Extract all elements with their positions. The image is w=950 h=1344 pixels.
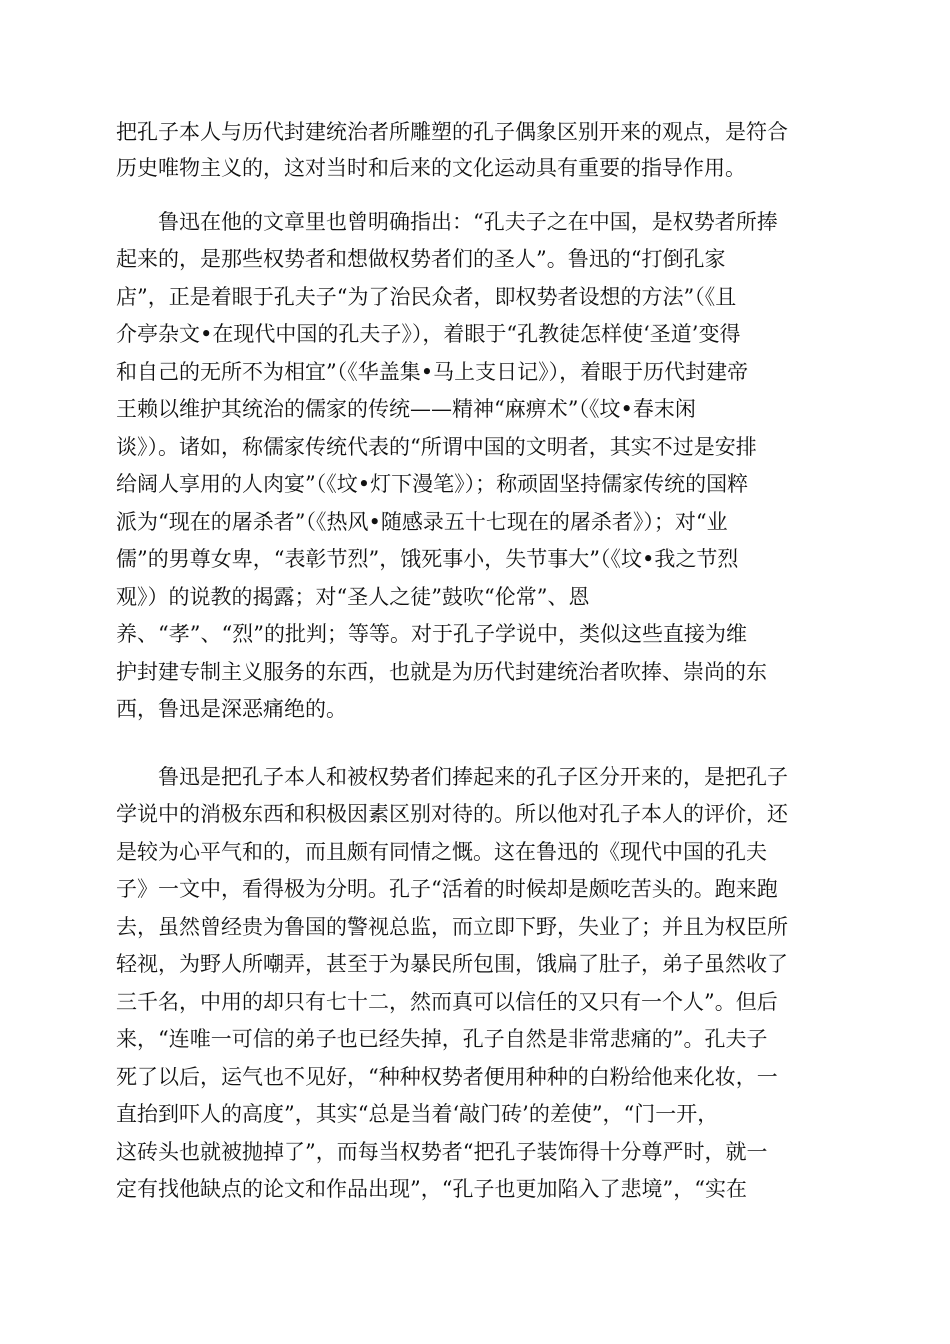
text-line: 这砖头也就被抛掉了”，而每当权势者“把孔子装饰得十分尊严时，就一 <box>116 1140 768 1164</box>
text-line: 来，“连唯一可信的弟子也已经失掉，孔子自然是非常悲痛的”。孔夫子 <box>116 1027 768 1051</box>
text-line: 直抬到吓人的高度”，其实“总是当着‘敲门砖’的差使”，“门一开， <box>116 1102 719 1126</box>
text-line: 鲁迅是把孔子本人和被权势者们捧起来的孔子区分开来的，是把孔子 <box>116 765 788 789</box>
text-line: 起来的，是那些权势者和想做权势者们的圣人”。鲁迅的“打倒孔家 <box>116 247 726 271</box>
text-line: 去，虽然曾经贵为鲁国的警视总监，而立即下野，失业了；并且为权臣所 <box>116 915 788 939</box>
text-line: 学说中的消极东西和积极因素区别对待的。所以他对孔子本人的评价，还 <box>116 802 788 826</box>
text-line: 定有找他缺点的论文和作品出现”，“孔子也更加陷入了悲境”，“实在 <box>116 1177 747 1201</box>
text-line: 历史唯物主义的，这对当时和后来的文化运动具有重要的指导作用。 <box>116 156 746 180</box>
text-line: 轻视，为野人所嘲弄，甚至于为暴民所包围，饿扁了肚子，弟子虽然收了 <box>116 952 788 976</box>
text-line: 把孔子本人与历代封建统治者所雕塑的孔子偶象区别开来的观点，是符合 <box>116 120 788 144</box>
text-line: 养、“孝”、“烈”的批判；等等。对于孔子学说中，类似这些直接为维 <box>116 622 747 646</box>
text-line: 西，鲁迅是深恶痛绝的。 <box>116 697 347 721</box>
text-line: 死了以后，运气也不见好，“种种权势者便用种种的白粉给他来化妆，一 <box>116 1065 778 1089</box>
text-line: 店”，正是着眼于孔夫子“为了治民众者，即权势者设想的方法”（《且 <box>116 285 737 309</box>
text-line: 护封建专制主义服务的东西，也就是为历代封建统治者吹捧、崇尚的东 <box>116 660 767 684</box>
text-line: 子》一文中，看得极为分明。孔子“活着的时候却是颇吃苦头的。跑来跑 <box>116 877 778 901</box>
text-line: 三千名，中用的却只有七十二，然而真可以信任的又只有一个人”。但后 <box>116 990 778 1014</box>
text-line: 观》）的说教的揭露；对“圣人之徒”鼓吹“伦常”、恩 <box>116 585 590 609</box>
text-line: 派为“现在的屠杀者”（《热风•随感录五十七现在的屠杀者》）；对“业 <box>116 510 728 534</box>
text-line: 介亭杂文•在现代中国的孔夫子》），着眼于“孔教徒怎样使‘圣道’变得 <box>116 322 741 346</box>
text-line: 王赖以维护其统治的儒家的传统——精神“麻痹术”（《坟•春末闲 <box>116 397 696 421</box>
text-line: 鲁迅在他的文章里也曾明确指出：“孔夫子之在中国，是权势者所捧 <box>116 210 778 234</box>
text-line: 儒”的男尊女卑，“表彰节烈”，饿死事小，失节事大”（《坟•我之节烈 <box>116 547 739 571</box>
text-line: 谈》）。诸如，称儒家传统代表的“所谓中国的文明者，其实不过是安排 <box>116 435 757 459</box>
text-line: 是较为心平气和的，而且颇有同情之慨。这在鲁迅的《现代中国的孔夫 <box>116 840 767 864</box>
text-line: 和自己的无所不为相宜”（《华盖集•马上支日记》），着眼于历代封建帝 <box>116 360 749 384</box>
text-line: 给阔人享用的人肉宴”（《坟•灯下漫笔》）；称顽固坚持儒家传统的国粹 <box>116 472 749 496</box>
